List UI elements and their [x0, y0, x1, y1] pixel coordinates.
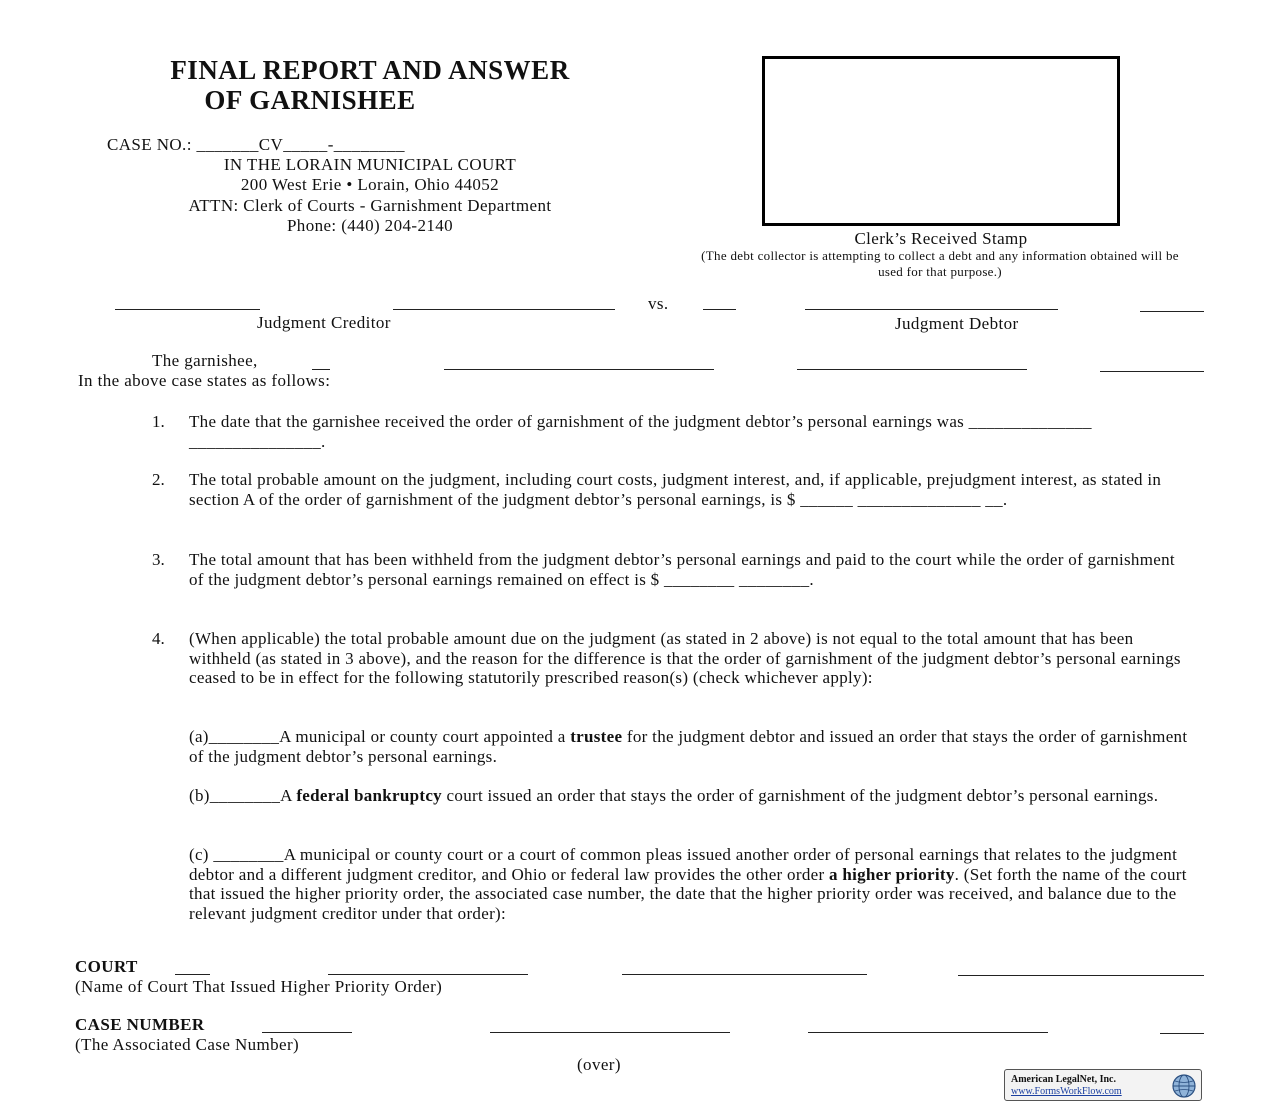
case-number-blank-1[interactable]	[262, 1032, 352, 1033]
garnishee-blank-4[interactable]	[1100, 371, 1204, 372]
reason-a-bold: trustee	[570, 727, 623, 746]
reason-a	[189, 727, 1189, 766]
logo-company-name: American LegalNet, Inc.	[1011, 1074, 1116, 1085]
reason-c-bold: a higher priority	[828, 864, 955, 884]
garnishee-label: The garnishee,	[152, 351, 258, 370]
reason-b-bold: federal bankruptcy	[296, 786, 442, 805]
debtor-blank-2[interactable]	[805, 309, 1058, 310]
logo-website-link[interactable]: www.FormsWorkFlow.com	[1011, 1086, 1122, 1097]
case-number-blank-2[interactable]	[490, 1032, 730, 1033]
item-text-2: The total probable amount on the judgment, including court costs, judgment interest, and, if applicable, prejudgment interest, as stated in section A of the order of garnishment of the judgment debtor’s personal earnings, is $ ______ ______________ __.	[189, 470, 1162, 509]
creditor-blank-2[interactable]	[393, 309, 615, 310]
debtor-blank-3[interactable]	[1140, 311, 1204, 312]
creditor-blank-1[interactable]	[115, 309, 260, 310]
over-marker: (over)	[577, 1055, 621, 1074]
reason-a-suffix: for the judgment debtor and issued an order that stays the order of garnishment of the judgment debtor’s personal earnings.	[189, 727, 1188, 766]
form-title-line2: OF GARNISHEE	[204, 85, 416, 115]
reason-a-prefix: (a)________A municipal or county court appointed a	[189, 727, 566, 746]
court-blank-4[interactable]	[958, 975, 1204, 976]
case-number-field-label: CASE NUMBER	[75, 1015, 205, 1034]
garnishee-blank-2[interactable]	[444, 369, 714, 370]
reason-c-prefix: (c) ________A municipal or county court or a court of common pleas issued another order of personal earnings that relates to the judgment debtor and a different judgment creditor, and Ohio or federal law provides the other order	[189, 845, 1178, 884]
item-number-1: 1.	[152, 412, 165, 431]
case-number-line: CASE NO.: _______CV_____-________	[107, 135, 405, 154]
judgment-debtor-label: Judgment Debtor	[895, 314, 1019, 333]
debt-collector-notice: (The debt collector is attempting to collect a debt and any information obtained will be used for that purpose.)	[701, 248, 1179, 279]
item-text-4: (When applicable) the total probable amount due on the judgment (as stated in 2 above) is not equal to the total amount that has been withheld (as stated in 3 above), and the reason for the difference is that the order of garnishment of the judgment debtor’s personal earnings ceased to be in effect for the following statutorily prescribed reason(s) (check whichever apply):	[189, 629, 1181, 687]
debtor-blank-1[interactable]	[703, 309, 736, 310]
case-number-blank-3[interactable]	[808, 1032, 1048, 1033]
american-legalnet-logo[interactable]	[1004, 1069, 1202, 1101]
court-attention: ATTN: Clerk of Courts - Garnishment Department	[188, 196, 552, 215]
judgment-creditor-label: Judgment Creditor	[257, 313, 391, 332]
states-as-follows: In the above case states as follows:	[78, 371, 331, 390]
item-text-1: The date that the garnishee received the order of garnishment of the judgment debtor’s personal earnings was ______________ _______________.	[189, 412, 1092, 451]
garnishee-blank-3[interactable]	[797, 369, 1027, 370]
reason-b	[189, 786, 1189, 806]
item-number-3: 3.	[152, 550, 165, 569]
globe-icon	[1171, 1073, 1197, 1099]
court-blank-1[interactable]	[175, 974, 210, 975]
case-number-blank-4[interactable]	[1160, 1033, 1204, 1034]
garnishee-blank-1[interactable]	[312, 369, 330, 370]
item-text-3: The total amount that has been withheld from the judgment debtor’s personal earnings and paid to the court while the order of garnishment of the judgment debtor’s personal earnings remained on effect is $ ________ ________.	[189, 550, 1175, 589]
item-number-4: 4.	[152, 629, 165, 648]
reason-c-suffix: . (Set forth the name of the court that issued the higher priority order, the associated case number, the date that the higher priority order was received, and balance due to the relevant judgment creditor under that order):	[189, 864, 1187, 923]
court-field-caption: (Name of Court That Issued Higher Priority Order)	[75, 977, 443, 996]
court-blank-3[interactable]	[622, 974, 867, 975]
case-number-field-caption: (The Associated Case Number)	[75, 1035, 300, 1054]
court-field-label: COURT	[75, 957, 138, 976]
clerk-stamp-box	[762, 56, 1120, 226]
reason-c	[189, 845, 1189, 923]
court-address: 200 West Erie • Lorain, Ohio 44052	[240, 175, 500, 194]
reason-b-prefix: (b)________A	[189, 786, 292, 805]
item-number-2: 2.	[152, 470, 165, 489]
form-title-line1: FINAL REPORT AND ANSWER	[170, 55, 570, 85]
court-blank-2[interactable]	[328, 974, 528, 975]
court-name: IN THE LORAIN MUNICIPAL COURT	[223, 155, 517, 174]
versus-label: vs.	[648, 294, 669, 313]
reason-b-suffix: court issued an order that stays the order of garnishment of the judgment debtor’s personal earnings.	[446, 786, 1159, 805]
clerk-stamp-label: Clerk’s Received Stamp	[854, 229, 1028, 248]
court-phone: Phone: (440) 204-2140	[286, 216, 454, 235]
